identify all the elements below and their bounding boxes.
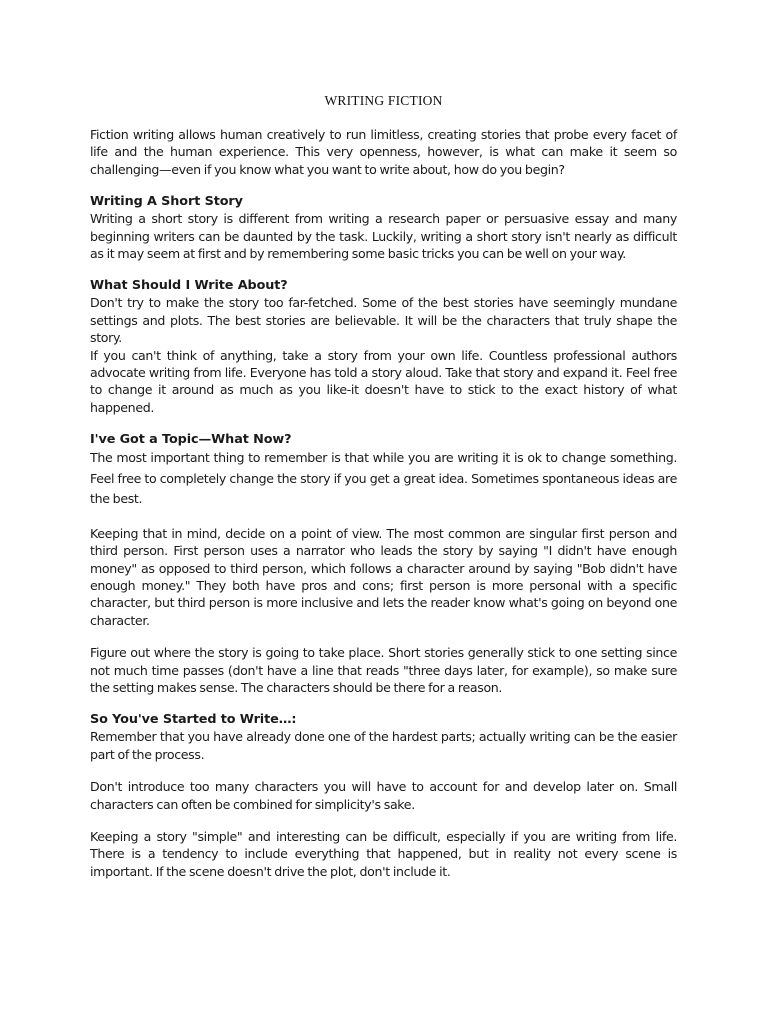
- paragraph: Figure out where the story is going to take place. Short stories generally stick to one setting since not much time passes (don't have a line that reads "three days later, for example), so make sure the setting makes sense. The characters should be there for a reason.: [90, 645, 677, 696]
- section-heading-started-to-write: So You've Started to Write…:: [90, 712, 297, 728]
- document-title: WRITING FICTION: [324, 93, 443, 108]
- paragraph: Writing a short story is different from writing a research paper or persuasive essay and many beginning writers can be daunted by the task. Luckily, writing a short story isn't nearly as difficult as it may seem at first and by remembering some basic tricks you can be well on your way.: [90, 211, 677, 262]
- paragraph: If you can't think of anything, take a story from your own life. Countless professional authors advocate writing from life. Everyone has told a story aloud. Take that story and expand it. Feel free to change it around as much as you like-it doesn't have to stick to the exact history of what happened.: [90, 347, 677, 415]
- document-page: [90, 93, 677, 880]
- paragraph: Don't try to make the story too far-fetched. Some of the best stories have seemingly mundane settings and plots. The best stories are believable. It will be the characters that truly shape the story.: [90, 295, 677, 346]
- paragraph: Keeping a story "simple" and interesting can be difficult, especially if you are writing from life. There is a tendency to include everything that happened, but in reality not every scene is important. If the scene doesn't drive the plot, don't include it.: [90, 829, 677, 879]
- paragraph: Don't introduce too many characters you will have to account for and develop later on. Small characters can often be combined for simplicity's sake.: [90, 779, 677, 812]
- paragraph: Remember that you have already done one of the hardest parts; actually writing can be the easier part of the process.: [90, 729, 677, 762]
- section-heading-writing-short-story: Writing A Short Story: [90, 194, 243, 210]
- paragraph: The most important thing to remember is that while you are writing it is ok to change something. Feel free to completely change the story if you get a great idea. Sometimes spontaneous ideas are the best.: [90, 450, 677, 507]
- section-heading-what-should-i-write: What Should I Write About?: [90, 278, 288, 294]
- intro-paragraph: Fiction writing allows human creatively to run limitless, creating stories that probe every facet of life and the human experience. This very openness, however, is what can make it seem so challenging—even if you know what you want to write about, how do you begin?: [90, 127, 677, 177]
- paragraph: Keeping that in mind, decide on a point of view. The most common are singular first person and third person. First person uses a narrator who leads the story by saying "I didn't have enough money" as opposed to third person, which follows a character around by saying "Bob didn't have enough money." They both have pros and cons; first person is more personal with a specific character, but third person is more inclusive and lets the reader know what's going on beyond one character.: [90, 525, 677, 628]
- section-heading-got-a-topic: I've Got a Topic—What Now?: [90, 432, 292, 448]
